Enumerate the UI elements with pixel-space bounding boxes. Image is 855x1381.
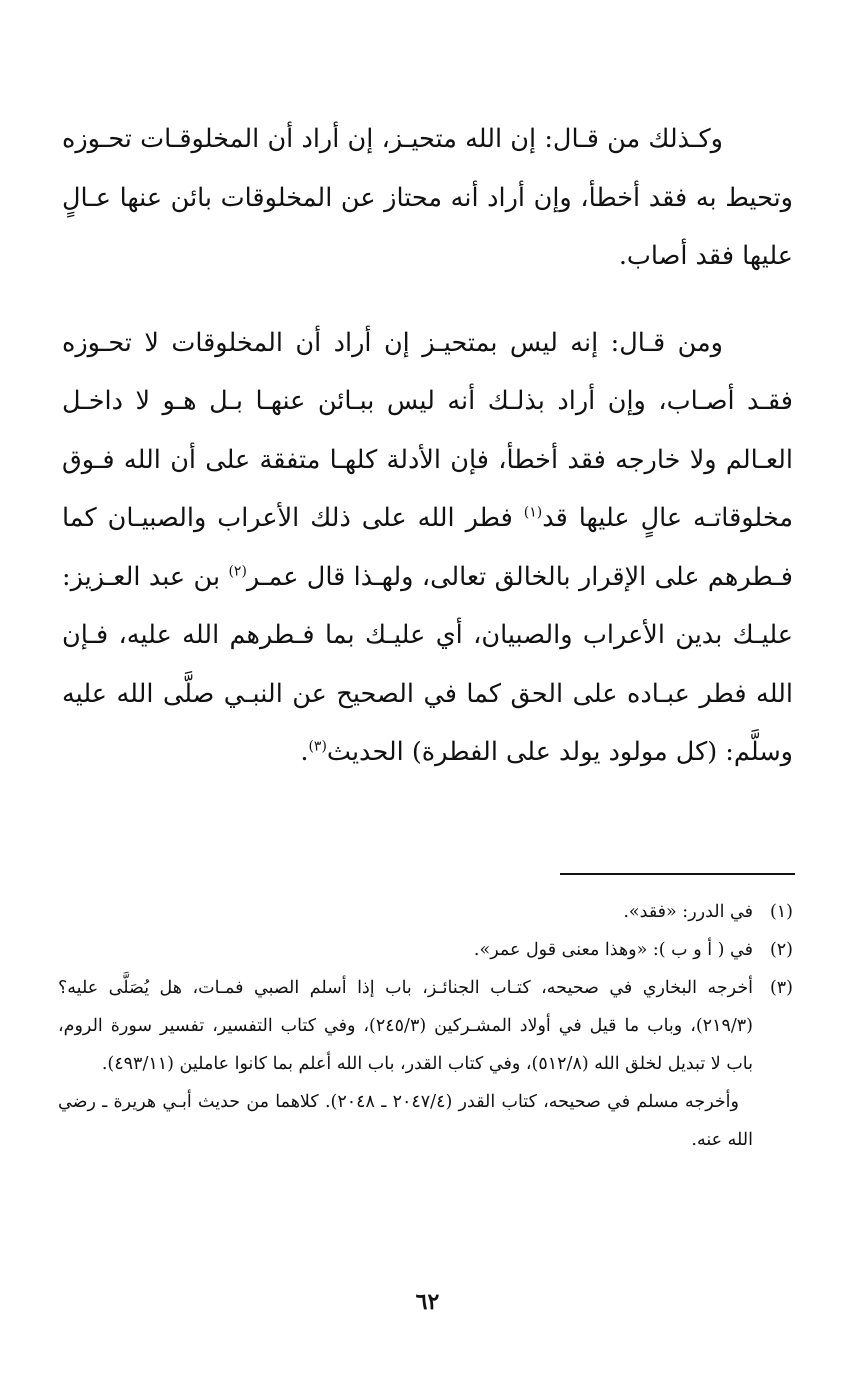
paragraph-2-text-4: . [300, 737, 309, 767]
footnote-continuation-text: وأخرجه مسلم في صحيحه، كتاب القدر (٢٠٤٧/٤ ـ ٢٠٤٨). كلاهما من حديث أبـي هريرة ـ رضي الله عنه. [58, 1092, 753, 1150]
paragraph-1-text: وكـذلك من قـال: إن الله متحيـز، إن أراد أن المخلوقـات تحـوزه وتحيط به فقد أخطأ، وإن أراد أنه محتاز عن المخلوقات بائن عنها عـالٍ عليها فقد أصاب. [62, 124, 793, 271]
footnotes [58, 893, 793, 1159]
footnote-text: أخرجه البخاري في صحيحه، كتـاب الجنائـز، باب إذا أسلم الصبي فمـات، هل يُصَلَّى عليه؟ (٢١٩/٣)، وباب ما قيل في أولاد المشـركين (٢٤٥/٣)، وفي كتاب التفسير، تفسير سورة الروم، باب لا تبديل لخلق الله (٥١٢/٨)، وفي كتاب القدر، باب الله أعلم بما كانوا عاملين (٤٩٣/١١). [58, 978, 753, 1074]
footnote-number: (٣) [769, 978, 793, 998]
paragraph-2-text-2: فطر الله على ذلك الأعراب والصبيـان كما فـطرهم على الإقرار بالخالق تعالى، ولهـذا قال عمـر [62, 503, 793, 592]
footnote-2 [58, 931, 793, 969]
footnote-3 [58, 969, 793, 1083]
footnote-1 [58, 893, 793, 931]
paragraph-1 [62, 110, 793, 286]
page-number: ٦٢ [415, 1289, 440, 1315]
footnote-3-continuation [58, 1083, 753, 1159]
footnote-text: في ( أ و ب ): «وهذا معنى قول عمر». [473, 940, 753, 960]
footnote-separator [560, 873, 795, 875]
footnote-ref-1: (١) [523, 504, 543, 521]
footnote-ref-3: (٣) [308, 738, 327, 755]
main-text [62, 110, 793, 782]
paragraph-2 [62, 314, 793, 782]
footnote-number: (٢) [769, 940, 793, 960]
paragraph-2-text-1: ومن قـال: إنه ليس بمتحيـز إن أراد أن المخلوقات لا تحـوزه فقـد أصـاب، وإن أراد بذلـك أنه ليس ببـائن عنهـا بـل هـو لا داخـل العـالم ولا خارجه فقد أخطأ، فإن الأدلة كلهـا متفقة على أن الله فـوق مخلوقاتـه عالٍ عليها قد [62, 327, 793, 533]
paragraph-2-text-3: بن عبد العـزيز: عليـك بدين الأعراب والصبيان، أي عليـك بما فـطرهم الله عليه، فـإن الله فطر عبـاده على الحق كما في الصحيح عن النبـي صلَّى الله عليه وسلَّم: (كل مولود يولد على الفطرة) الحديث [62, 561, 793, 767]
footnote-ref-2: (٢) [228, 563, 247, 579]
footnote-text: في الدرر: «فقد». [623, 902, 753, 922]
footnote-number: (١) [769, 902, 793, 922]
